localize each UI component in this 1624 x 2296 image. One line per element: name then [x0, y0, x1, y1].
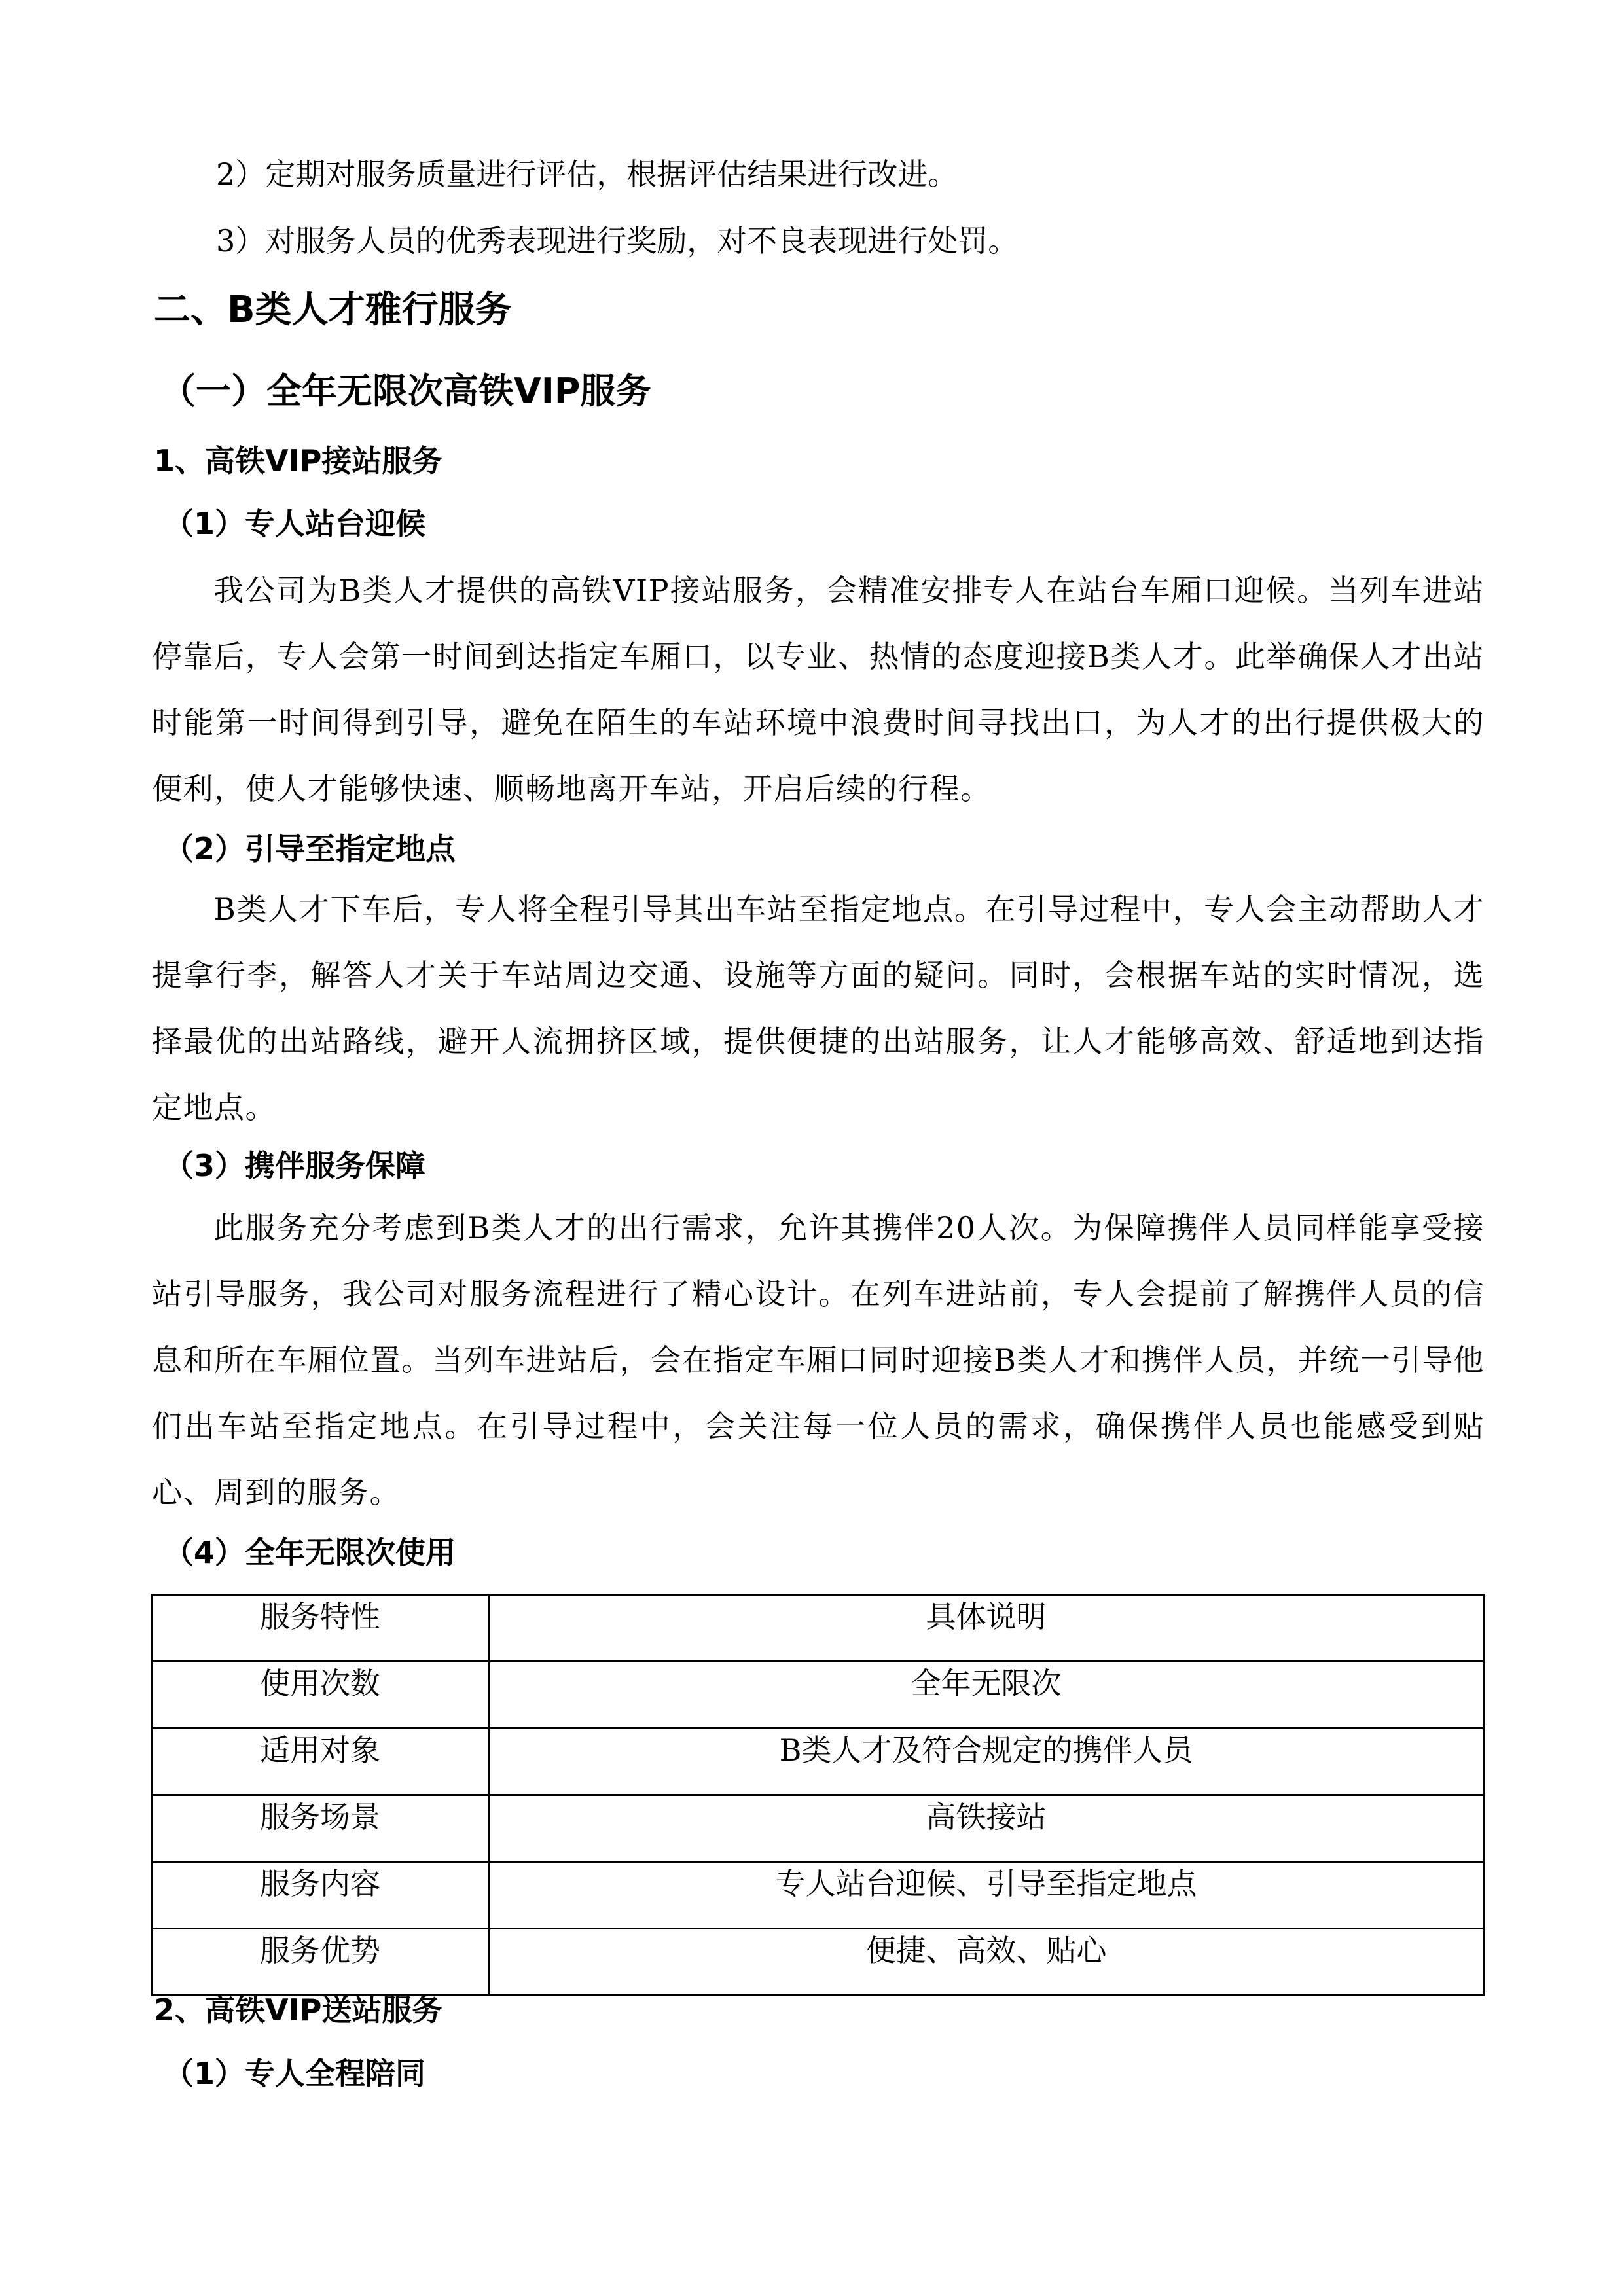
table-header-cell: 具体说明: [489, 1595, 1484, 1662]
table-cell: 使用次数: [152, 1662, 489, 1729]
table-row: [152, 1862, 1484, 1929]
table-row: [152, 1729, 1484, 1795]
table-row: [152, 1662, 1484, 1729]
table-cell: B类人才及符合规定的携伴人员: [489, 1729, 1484, 1795]
table-cell: 服务优势: [152, 1929, 489, 1996]
subsection-heading: （一）全年无限次高铁VIP服务: [160, 370, 651, 412]
list-item-3: 3）对服务人员的优秀表现进行奖励，对不良表现进行处罚。: [216, 223, 1019, 259]
sub2-paragraph: B类人才下车后，专人将全程引导其出车站至指定地点。在引导过程中，专人会主动帮助人才提拿行李，解答人才关于车站周边交通、设施等方面的疑问。同时，会根据车站的实时情况，选择最优的出站路线，避开人流拥挤区域，提供便捷的出站服务，让人才能够高效、舒适地到达指定地点。: [152, 891, 1485, 1125]
sub3-heading: （3）携伴服务保障: [164, 1148, 426, 1183]
sub2-heading: （2）引导至指定地点: [164, 831, 456, 867]
section-heading: 二、B类人才雅行服务: [154, 289, 512, 331]
table-cell: 高铁接站: [489, 1795, 1484, 1862]
table-cell: 便捷、高效、贴心: [489, 1929, 1484, 1996]
list-item-2: 2）定期对服务质量进行评估，根据评估结果进行改进。: [216, 156, 958, 192]
table-row: [152, 1929, 1484, 1996]
table-header-row: [152, 1595, 1484, 1662]
sub1-heading: （1）专人站台迎候: [164, 506, 426, 541]
table-cell: 适用对象: [152, 1729, 489, 1795]
table-cell: 服务内容: [152, 1862, 489, 1929]
sub4-heading: （4）全年无限次使用: [164, 1535, 456, 1570]
part2-heading: 2、高铁VIP送站服务: [154, 1992, 442, 2028]
service-spec-table: [151, 1594, 1485, 1996]
sub1-paragraph: 我公司为B类人才提供的高铁VIP接站服务，会精准安排专人在站台车厢口迎候。当列车进站停靠后，专人会第一时间到达指定车厢口，以专业、热情的态度迎接B类人才。此举确保人才出站时能第一时间得到引导，避免在陌生的车站环境中浪费时间寻找出口，为人才的出行提供极大的便利，使人才能够快速、顺畅地离开车站，开启后续的行程。: [152, 573, 1485, 806]
part2-sub1-heading: （1）专人全程陪同: [164, 2056, 426, 2091]
table-cell: 服务场景: [152, 1795, 489, 1862]
table-cell: 全年无限次: [489, 1662, 1484, 1729]
table-cell: 专人站台迎候、引导至指定地点: [489, 1862, 1484, 1929]
table-header-cell: 服务特性: [152, 1595, 489, 1662]
sub3-paragraph: 此服务充分考虑到B类人才的出行需求，允许其携伴20人次。为保障携伴人员同样能享受接站引导服务，我公司对服务流程进行了精心设计。在列车进站前，专人会提前了解携伴人员的信息和所在车厢位置。当列车进站后，会在指定车厢口同时迎接B类人才和携伴人员，并统一引导他们出车站至指定地点。在引导过程中，会关注每一位人员的需求，确保携伴人员也能感受到贴心、周到的服务。: [152, 1210, 1485, 1510]
table-row: [152, 1795, 1484, 1862]
part1-heading: 1、高铁VIP接站服务: [154, 443, 442, 478]
